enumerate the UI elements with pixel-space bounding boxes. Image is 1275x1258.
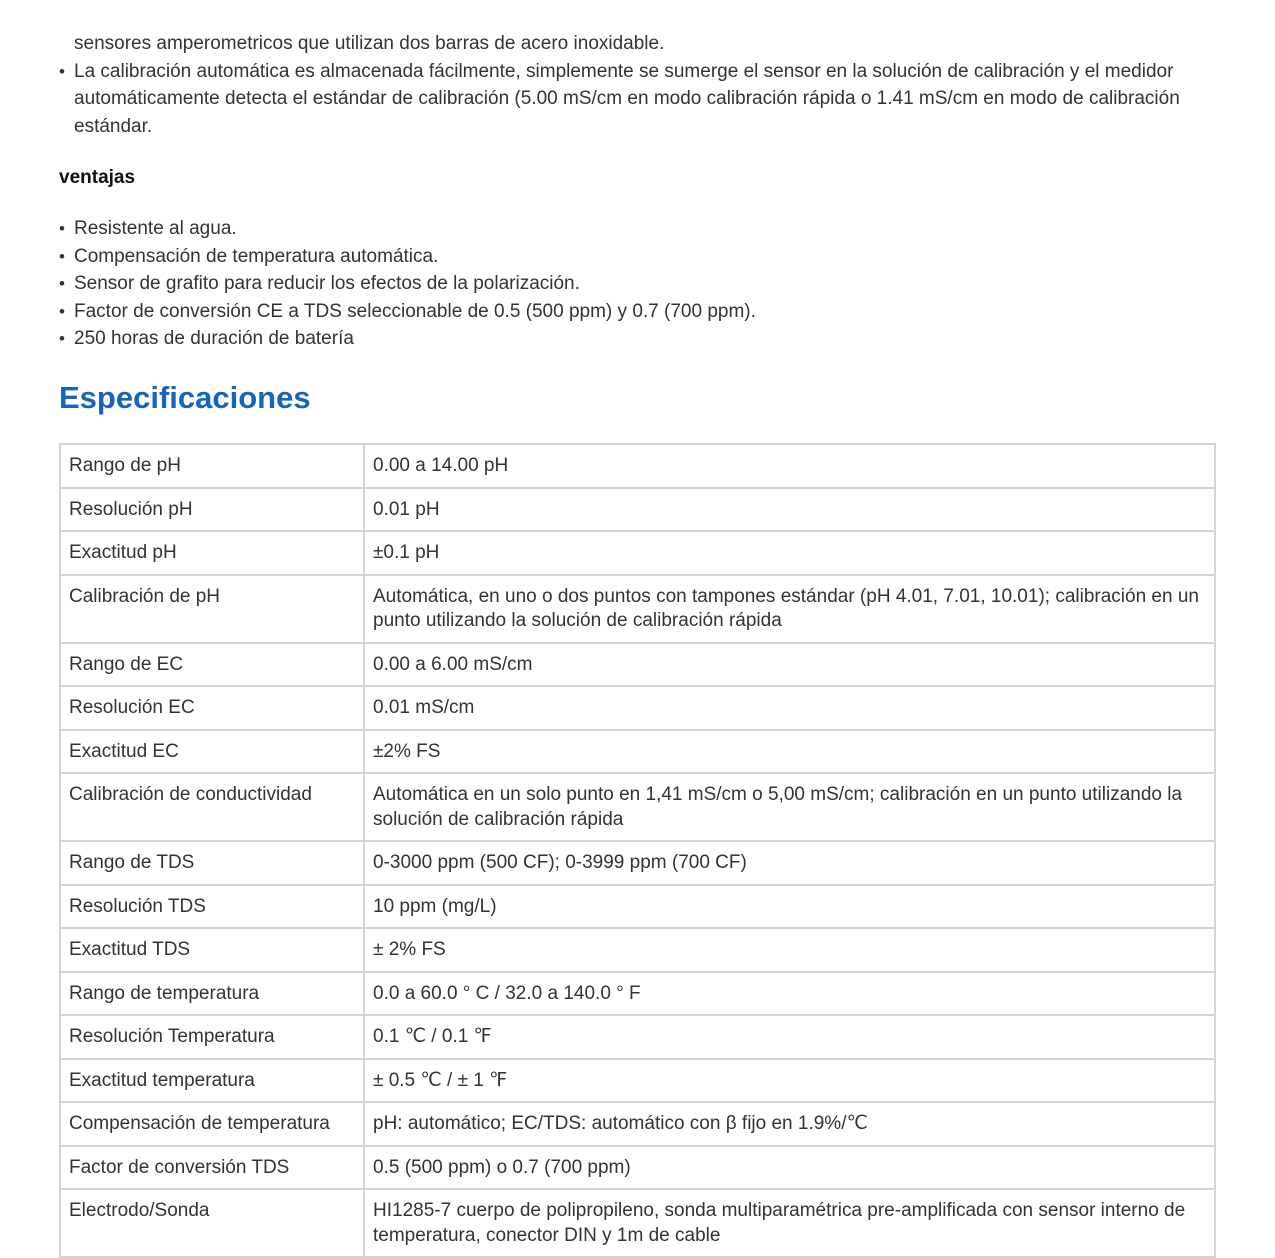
spec-value: Automática en un solo punto en 1,41 mS/cm o 5,00 mS/cm; calibración en un punto utilizando la solución de calibración rápida (364, 773, 1215, 841)
spec-value: 10 ppm (mg/L) (364, 885, 1215, 929)
spec-label: Exactitud pH (60, 531, 364, 575)
list-item: • 250 horas de duración de batería (0, 325, 1224, 353)
spec-label: Exactitud TDS (60, 928, 364, 972)
spec-label: Exactitud EC (60, 730, 364, 774)
advantages-list (0, 215, 1224, 353)
spec-label: Factor de conversión TDS (60, 1146, 364, 1190)
spec-label: Calibración de pH (60, 575, 364, 643)
table-row (60, 1189, 1215, 1257)
list-item: • Compensación de temperatura automática. (0, 243, 1224, 271)
table-row (60, 972, 1215, 1016)
spec-value: 0.00 a 14.00 pH (364, 444, 1215, 488)
list-item: sensores amperometricos que utilizan dos barras de acero inoxidable. (74, 33, 665, 54)
spec-label: Resolución Temperatura (60, 1015, 364, 1059)
table-row (60, 1015, 1215, 1059)
spec-value: 0.01 pH (364, 488, 1215, 532)
table-row (60, 841, 1215, 885)
intro-list (0, 30, 1224, 140)
advantages-heading: ventajas (59, 167, 136, 188)
table-row (60, 885, 1215, 929)
spec-label: Compensación de temperatura (60, 1102, 364, 1146)
spec-value: ± 0.5 ℃ / ± 1 ℉ (364, 1059, 1215, 1103)
spec-value: HI1285-7 cuerpo de polipropileno, sonda multiparamétrica pre-amplificada con sensor interno de temperatura, conector DIN y 1m de cable (364, 1189, 1215, 1257)
spec-value: 0.1 ℃ / 0.1 ℉ (364, 1015, 1215, 1059)
spec-label: Rango de TDS (60, 841, 364, 885)
list-item: • Resistente al agua. (0, 215, 1224, 243)
spec-label: Resolución pH (60, 488, 364, 532)
table-row (60, 1146, 1215, 1190)
specs-table (59, 443, 1216, 1258)
list-item: • Factor de conversión CE a TDS seleccionable de 0.5 (500 ppm) y 0.7 (700 ppm). (0, 298, 1224, 326)
spec-value: 0.0 a 60.0 ° C / 32.0 a 140.0 ° F (364, 972, 1215, 1016)
list-item: • La calibración automática es almacenada fácilmente, simplemente se sumerge el sensor en la solución de calibración y el medidor automáticamente detecta el estándar de calibración (5.00 mS/cm en modo calibración rápida o 1.41 mS/cm en modo de calibración estándar. (0, 58, 1224, 141)
spec-value: 0.5 (500 ppm) o 0.7 (700 ppm) (364, 1146, 1215, 1190)
spec-value: Automática, en uno o dos puntos con tampones estándar (pH 4.01, 7.01, 10.01); calibración en un punto utilizando la solución de calibración rápida (364, 575, 1215, 643)
specs-heading: Especificaciones (59, 380, 311, 415)
spec-value: 0.01 mS/cm (364, 686, 1215, 730)
spec-label: Resolución EC (60, 686, 364, 730)
spec-label: Resolución TDS (60, 885, 364, 929)
spec-value: pH: automático; EC/TDS: automático con β fijo en 1.9%/℃ (364, 1102, 1215, 1146)
table-row (60, 1059, 1215, 1103)
spec-label: Exactitud temperatura (60, 1059, 364, 1103)
spec-value: ±0.1 pH (364, 531, 1215, 575)
table-row (60, 488, 1215, 532)
table-row (60, 1102, 1215, 1146)
spec-value: 0.00 a 6.00 mS/cm (364, 643, 1215, 687)
spec-label: Calibración de conductividad (60, 773, 364, 841)
table-row (60, 928, 1215, 972)
table-row (60, 643, 1215, 687)
spec-value: ±2% FS (364, 730, 1215, 774)
table-row (60, 575, 1215, 643)
spec-label: Rango de pH (60, 444, 364, 488)
table-row (60, 773, 1215, 841)
spec-label: Rango de temperatura (60, 972, 364, 1016)
spec-label: Electrodo/Sonda (60, 1189, 364, 1257)
spec-value: ± 2% FS (364, 928, 1215, 972)
spec-value: 0-3000 ppm (500 CF); 0-3999 ppm (700 CF) (364, 841, 1215, 885)
table-row (60, 730, 1215, 774)
table-row (60, 444, 1215, 488)
table-row (60, 531, 1215, 575)
spec-label: Rango de EC (60, 643, 364, 687)
list-item: • Sensor de grafito para reducir los efectos de la polarización. (0, 270, 1224, 298)
table-row (60, 686, 1215, 730)
